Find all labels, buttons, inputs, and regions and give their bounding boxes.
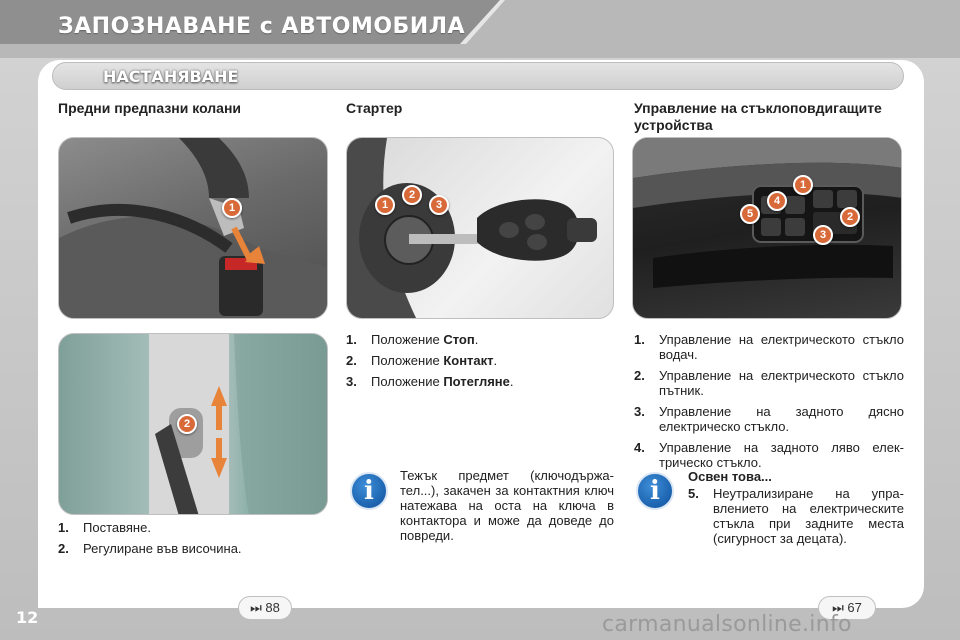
list-item: 3. Управление на задното дясно електрическо стъкло. — [634, 404, 904, 434]
seatbelts-list — [58, 520, 318, 562]
list-item: 2. Управление на електрическото стъкло пътник. — [634, 368, 904, 398]
list-item: 3. Положение Потегляне. — [346, 374, 514, 389]
info-icon: i — [350, 472, 388, 510]
badge-1: 1 — [375, 195, 395, 215]
badge-5: 5 — [740, 204, 760, 224]
window-switch-illustration — [633, 138, 902, 319]
key-warning-note: Тежък предмет (ключодържа-тел...), закачен за контактния ключ натежава на оста на ключа в контактора и може да доведе до повреди. — [400, 468, 614, 543]
child-lock-note — [688, 486, 904, 552]
section-title: НАСТАНЯВАНЕ — [103, 67, 239, 86]
page-ref-67[interactable]: ⏭ 67 — [818, 596, 876, 620]
list-item: 4. Управление на задното ляво елек-трическо стъкло. — [634, 440, 904, 470]
list-item: 2. Регулиране във височина. — [58, 541, 242, 556]
info-title: Освен това... — [688, 469, 772, 484]
page-number: 12 — [16, 608, 39, 627]
list-item: 1. Управление на електрическото стъкло водач. — [634, 332, 904, 362]
list-item: 1. Положение Стоп. — [346, 332, 479, 347]
window-switch-photo — [632, 137, 902, 319]
list-item: 5. Неутрализиране на упра-влението на електрическите стъкла при задните места (сигурност за децата). — [688, 486, 904, 546]
page-title: ЗАПОЗНАВАНЕ с АВТОМОБИЛА — [58, 14, 466, 39]
starter-list — [346, 332, 606, 395]
list-item: 1. Поставяне. — [58, 520, 151, 535]
windows-list — [634, 332, 904, 476]
badge-4: 4 — [767, 191, 787, 211]
ignition-key-photo — [346, 137, 614, 319]
seatbelt-buckle-photo — [58, 137, 328, 319]
badge-2: 2 — [840, 207, 860, 227]
badge-2: 2 — [402, 185, 422, 205]
badge-3: 3 — [813, 225, 833, 245]
badge-1: 1 — [793, 175, 813, 195]
watermark: carmanualsonline.info — [602, 612, 852, 637]
windows-heading: Управление на стъклоповдигащите устройства — [634, 100, 882, 133]
badge-3: 3 — [429, 195, 449, 215]
page-ref-88[interactable]: ⏭ 88 — [238, 596, 292, 620]
info-icon: i — [636, 472, 674, 510]
seatbelts-heading: Предни предпазни колани — [58, 100, 242, 116]
ignition-key-illustration — [347, 138, 614, 319]
badge-2: 2 — [177, 414, 197, 434]
seatbelt-buckle-illustration — [59, 138, 328, 319]
starter-heading: Стартер — [346, 100, 403, 116]
badge-1: 1 — [222, 198, 242, 218]
list-item: 2. Положение Контакт. — [346, 353, 498, 368]
seatbelt-height-photo — [58, 333, 328, 515]
